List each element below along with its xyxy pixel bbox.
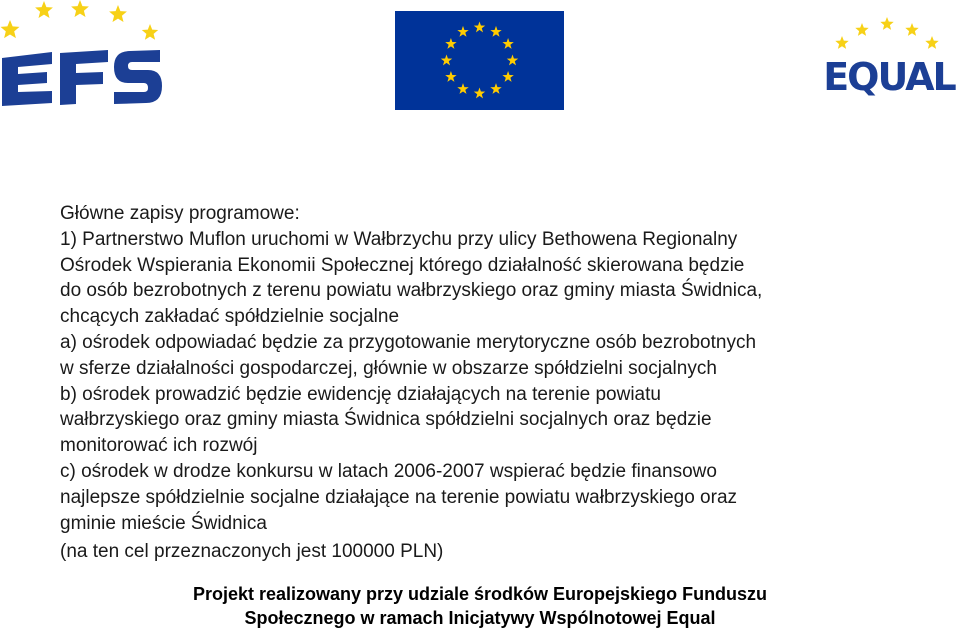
equal-logo bbox=[818, 14, 960, 98]
main-text bbox=[60, 201, 940, 565]
equal-star bbox=[905, 23, 918, 36]
efs-star bbox=[35, 1, 53, 18]
eu-flag-graphic bbox=[395, 11, 564, 110]
text-line: c) ośrodek w drodze konkursu w latach 2006-2007 wspierać będzie finansowo bbox=[60, 460, 717, 482]
efs-star bbox=[1, 20, 20, 38]
efs-letter-s bbox=[114, 50, 162, 104]
equal-logo-text: EQUAL bbox=[823, 55, 955, 98]
text-line: wałbrzyskiego oraz gminy miasta Świdnica spółdzielni socjalnych oraz będzie bbox=[60, 409, 712, 431]
equal-star bbox=[880, 17, 893, 30]
equal-stars bbox=[835, 17, 938, 49]
text-line: chcących zakładać spółdzielnie socjalne bbox=[60, 306, 400, 328]
text-line: monitorować ich rozwój bbox=[60, 435, 258, 457]
efs-stars bbox=[1, 0, 159, 40]
equal-logo-graphic bbox=[818, 14, 960, 98]
footer-line-2: Społecznego w ramach Inicjatywy Wspólnotowej Equal bbox=[244, 608, 716, 628]
text-line: najlepsze spółdzielnie socjalne działające na terenie powiatu wałbrzyskiego oraz bbox=[60, 486, 738, 508]
footer bbox=[0, 582, 960, 630]
efs-letter-f bbox=[60, 50, 108, 105]
footer-line-1: Projekt realizowany przy udziale środków Europejskiego Funduszu bbox=[192, 584, 768, 604]
text-line: do osób bezrobotnych z terenu powiatu wałbrzyskiego oraz gminy miasta Świdnica, bbox=[60, 280, 763, 302]
text-line: b) ośrodek prowadzić będzie ewidencję działających na terenie powiatu bbox=[60, 383, 661, 405]
text-line: Ośrodek Wspierania Ekonomii Społecznej którego działalność skierowana będzie bbox=[60, 254, 745, 276]
text-line: w sferze działalności gospodarczej, głównie w obszarze spółdzielni socjalnych bbox=[60, 357, 717, 379]
section-heading: Główne zapisy programowe: bbox=[60, 203, 300, 224]
text-line: (na ten cel przeznaczonych jest 100000 PLN) bbox=[60, 541, 444, 563]
efs-logo-graphic bbox=[0, 0, 165, 110]
equal-star bbox=[925, 36, 938, 49]
equal-star bbox=[835, 36, 848, 49]
efs-star bbox=[109, 5, 127, 22]
text-line: 1) Partnerstwo Muflon uruchomi w Wałbrzychu przy ulicy Bethowena Regionalny bbox=[60, 228, 738, 250]
efs-logo bbox=[0, 0, 165, 110]
equal-star bbox=[855, 23, 868, 36]
text-line: gminie mieście Świdnica bbox=[60, 512, 267, 534]
efs-letter-e bbox=[2, 52, 52, 106]
text-line: a) ośrodek odpowiadać będzie za przygotowanie merytoryczne osób bezrobotnych bbox=[60, 331, 757, 353]
efs-star bbox=[142, 24, 158, 40]
efs-star bbox=[71, 0, 89, 17]
eu-flag bbox=[395, 11, 564, 110]
